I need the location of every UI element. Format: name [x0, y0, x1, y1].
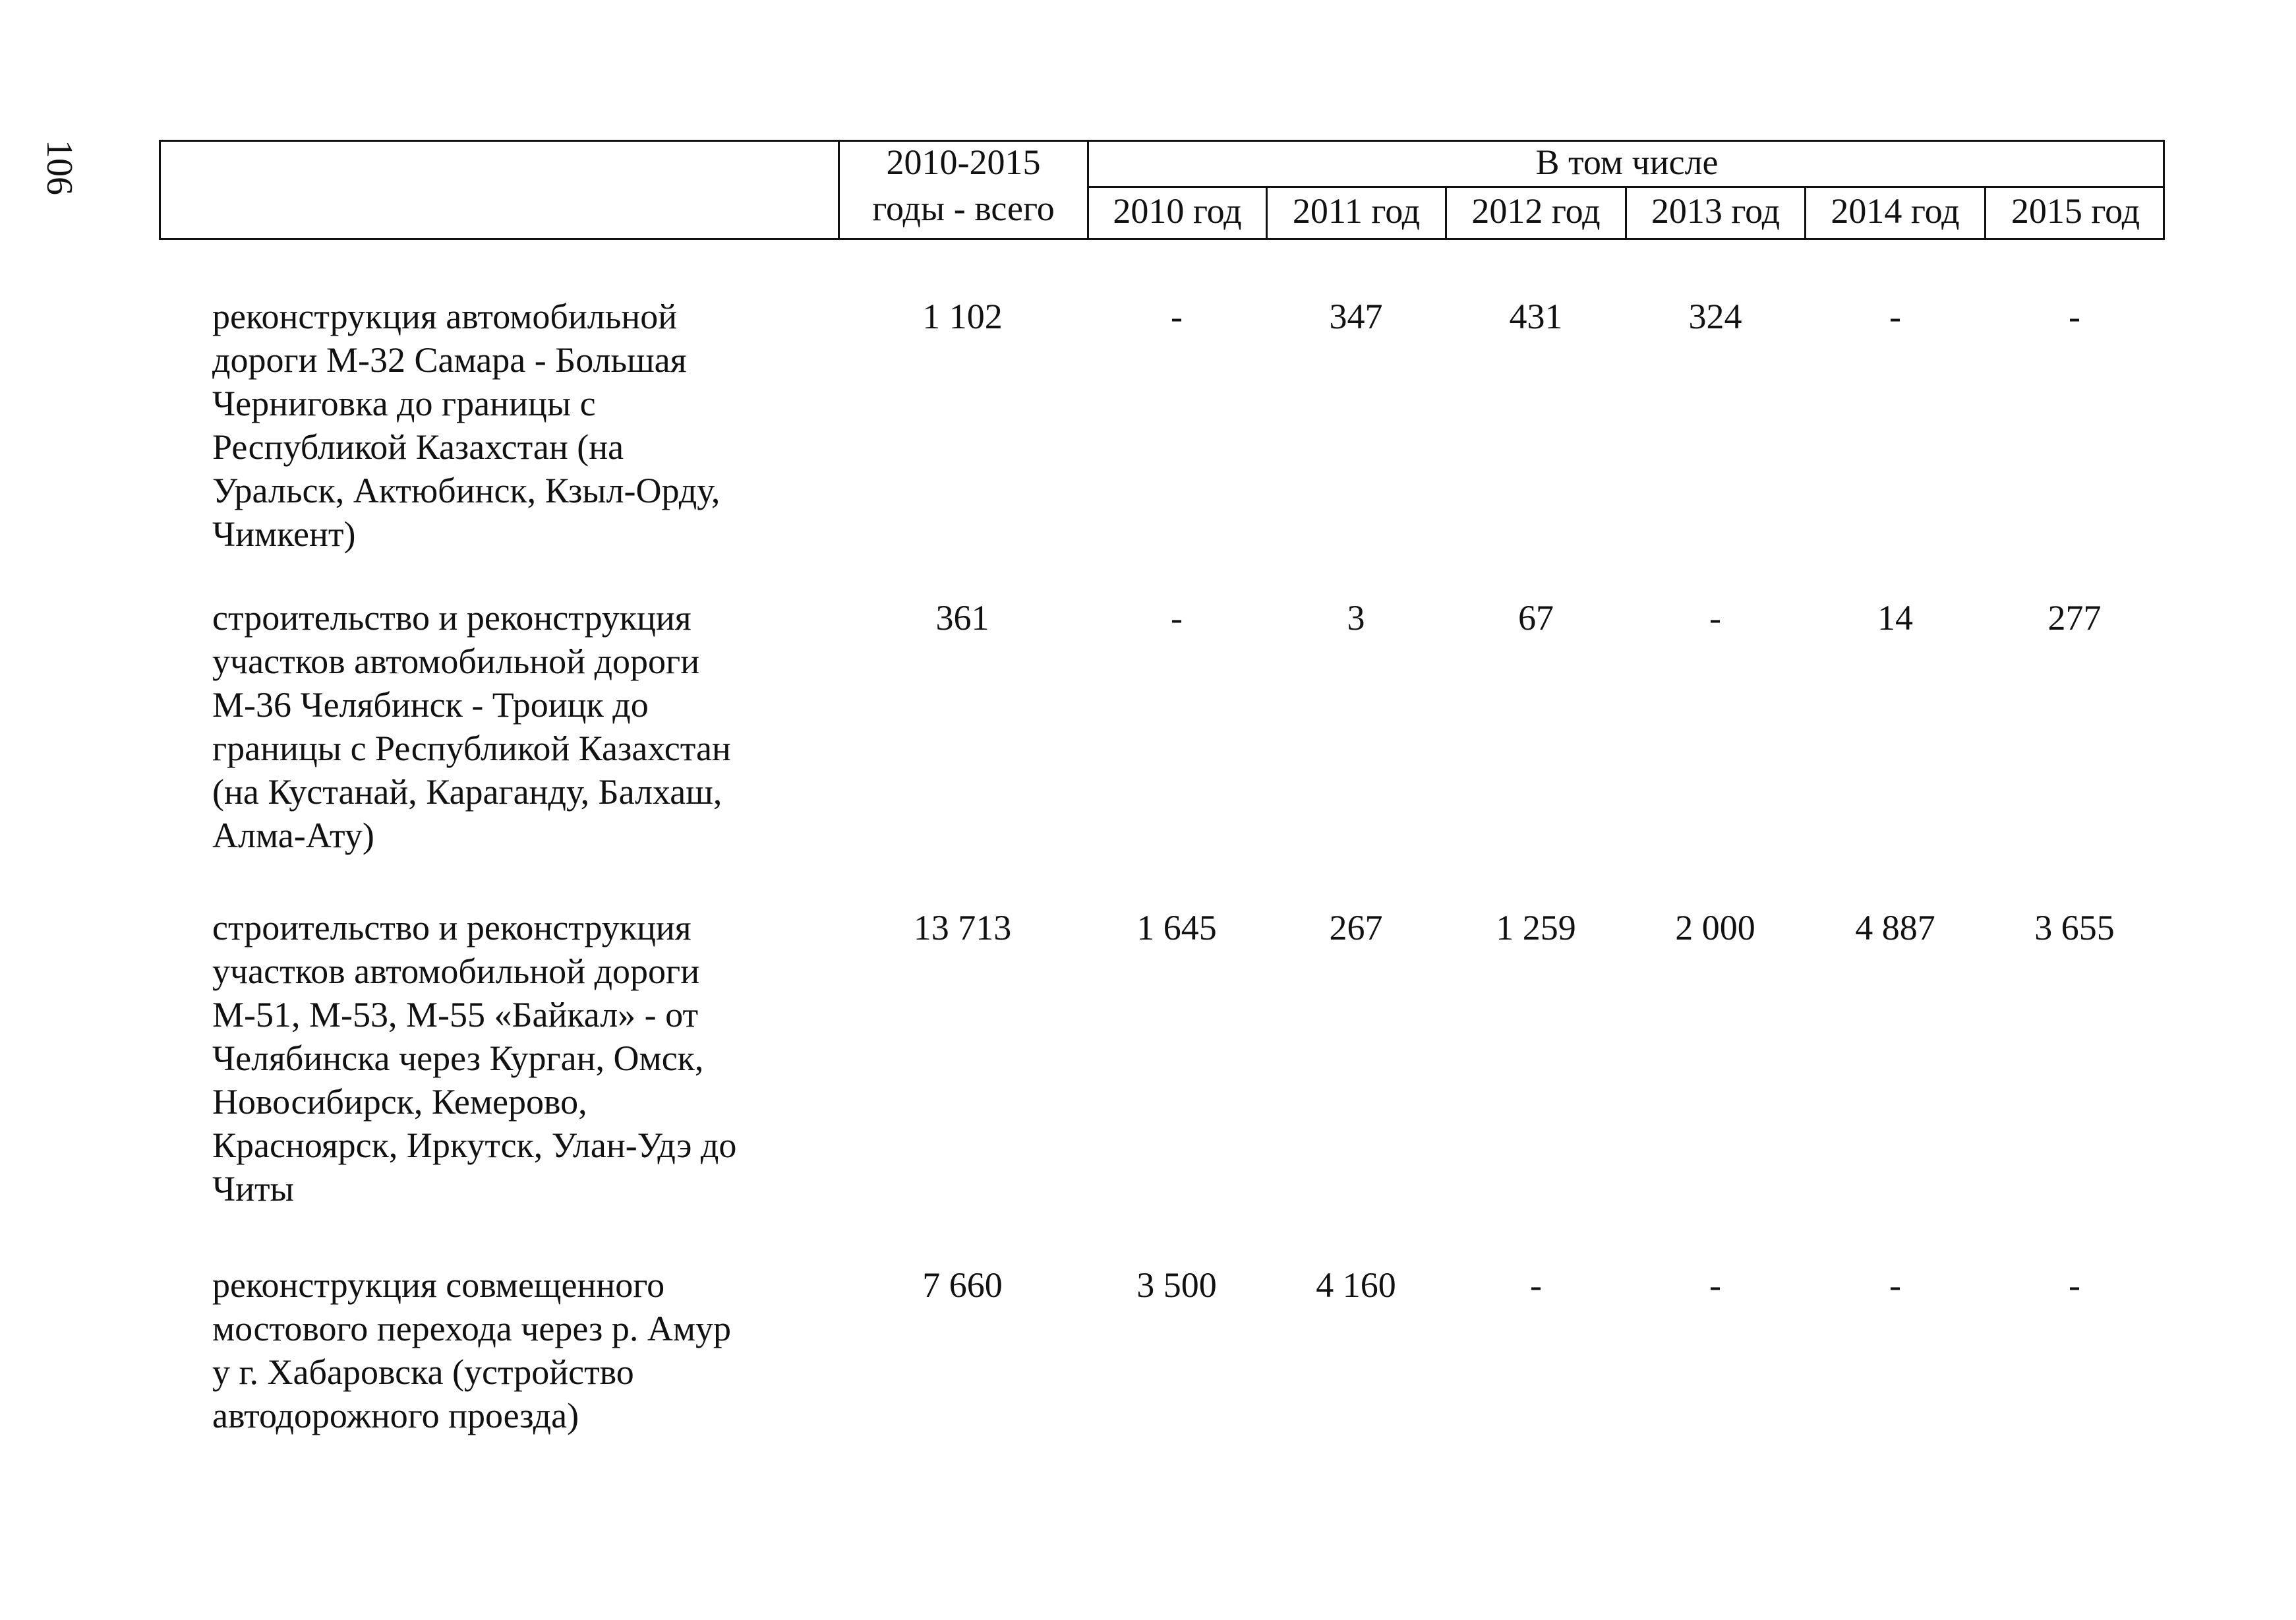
header-group-label: В том числе [1535, 142, 1719, 182]
row-description: реконструкция автомобильной дороги М-32 Самара - Большая Черниговка до границы с Республикой Казахстан (на Уральск, Актюбинск, Кзыл-Орду, Чимкент) [212, 297, 721, 554]
row-description: строительство и реконструкция участков автомобильной дороги М-36 Челябинск - Троицк до границы с Республикой Казахстан (на Кустанай, Караганду, Балхаш, Алма-Ату) [212, 598, 731, 855]
row-value-2011: 267 [1329, 908, 1383, 947]
row-value-2012: 431 [1509, 297, 1563, 336]
header-year-2013: 2013 год [1651, 191, 1781, 231]
row-value-2010: - [1171, 297, 1183, 336]
row-value-2010: 3 500 [1136, 1265, 1217, 1305]
header-year-2015: 2015 год [2011, 191, 2140, 231]
row-value-2012: 67 [1518, 598, 1554, 638]
row-value-2014: 14 [1877, 598, 1913, 638]
row-value-2014: 4 887 [1855, 908, 1935, 947]
header-year-2012: 2012 год [1471, 191, 1601, 231]
row-value-2015: - [2069, 1265, 2080, 1305]
row-total: 361 [935, 598, 989, 638]
header-year-2011: 2011 год [1292, 191, 1421, 231]
row-value-2011: 4 160 [1316, 1265, 1396, 1305]
row-value-2010: - [1171, 598, 1183, 638]
row-value-2014: - [1889, 297, 1901, 336]
page-number: 106 [39, 140, 80, 195]
row-value-2013: 324 [1688, 297, 1742, 336]
row-value-2010: 1 645 [1136, 908, 1217, 947]
row-value-2011: 347 [1329, 297, 1383, 336]
row-value-2013: - [1709, 1265, 1721, 1305]
row-value-2012: - [1530, 1265, 1542, 1305]
row-value-2015: 3 655 [2034, 908, 2115, 947]
row-value-2014: - [1889, 1265, 1901, 1305]
row-total: 13 713 [913, 908, 1012, 947]
row-value-2011: 3 [1347, 598, 1365, 638]
row-total: 1 102 [922, 297, 1003, 336]
row-value-2013: - [1709, 598, 1721, 638]
row-value-2013: 2 000 [1675, 908, 1755, 947]
header-year-2010: 2010 год [1113, 191, 1242, 231]
row-total: 7 660 [922, 1265, 1003, 1305]
row-value-2012: 1 259 [1496, 908, 1576, 947]
header-total-line1: 2010-2015 [886, 142, 1041, 182]
row-description: строительство и реконструкция участков автомобильной дороги М-51, М-53, М-55 «Байкал» - от Челябинска через Курган, Омск, Новосибирск, Кемерово, Красноярск, Иркутск, Улан-Удэ до Читы [212, 908, 737, 1209]
row-value-2015: 277 [2047, 598, 2102, 638]
row-value-2015: - [2069, 297, 2080, 336]
row-description: реконструкция совмещенного мостового перехода через р. Амур у г. Хабаровска (устройство автодорожного проезда) [212, 1265, 732, 1435]
header-year-2014: 2014 год [1831, 191, 1960, 231]
header-total-line2: годы - всего [872, 189, 1055, 228]
